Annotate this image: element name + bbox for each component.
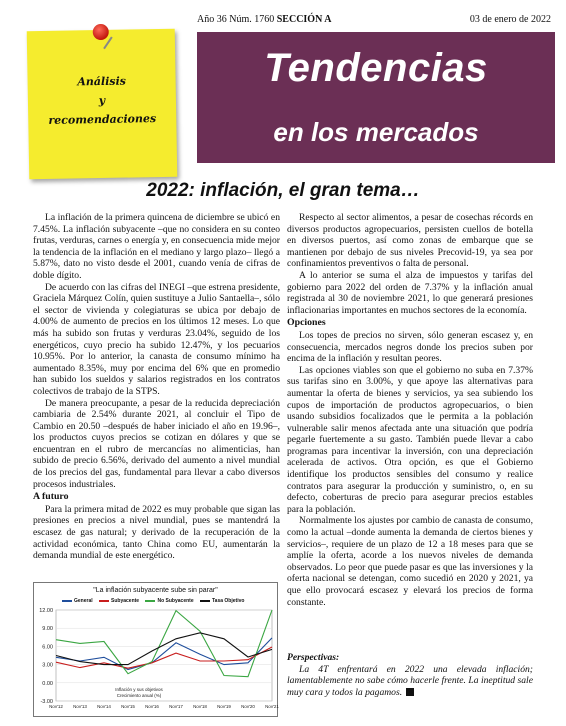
x-tick-label: Nov'13: [73, 704, 87, 709]
inflation-chart: [33, 582, 278, 717]
x-tick-label: Nov'18: [193, 704, 207, 709]
publication-subtitle: en los mercados: [273, 117, 479, 147]
sticky-note: [27, 29, 178, 180]
x-tick-label: Nov'16: [145, 704, 159, 709]
x-tick-label: Nov'21: [265, 704, 279, 709]
legend-item-no-subyacente: No Subyacente: [145, 598, 193, 604]
x-tick-label: Nov'12: [49, 704, 63, 709]
paragraph: Respecto al sector alimentos, a pesar de cosechas récords en diversos productos agropecuarios, persisten cuellos de botella en diversos puertos, así como zonas de embarque que se mantienen por debajo de sus niveles Precovid-19, ya sea por confinamientos preventivos o falta de personal.: [287, 212, 533, 270]
title-banner: [197, 32, 555, 163]
y-tick-label: 9.00: [42, 626, 53, 633]
x-tick-label: Nov'20: [241, 704, 255, 709]
paragraph: La inflación de la primera quincena de diciembre se ubicó en 7.45%. La inflación subyacente –que no considera en su conteo frutas, verduras, carnes o energía y, en consecuencia mide mejor la tendencia de la inflación en el mediano y largo plazo– llegó a 5.87%, dato no visto desde el 2001, cuando venía de cifras de doble dígito.: [33, 212, 280, 281]
paragraph: A lo anterior se suma el alza de impuestos y tarifas del gobierno para 2022 del orden de 7.37% y la inflación anual registrada al 30 de noviembre 2021, lo que generará presiones inflacionarias importantes en muchos sectores de la economía.: [287, 269, 533, 316]
series-line: [56, 610, 272, 677]
sticky-note-text: Análisis y recomendaciones: [48, 74, 157, 127]
x-tick-label: Nov'14: [97, 704, 111, 709]
y-tick-label: 6.00: [42, 644, 53, 651]
issue-meta: Año 36 Núm. 1760 SECCIÓN A: [197, 14, 332, 25]
perspectives-text: La 4T enfrentará en 2022 una elevada inflación; lamentablemente no sabe cómo hacerle frente. La ineptitud sale muy cara y todos la pagamos.: [287, 663, 533, 698]
paragraph: Para la primera mitad de 2022 es muy probable que sigan las presiones en precios a nivel mundial, pues se mantendrá la escasez de gas natural; y derivado de la recuperación de la actividad económica, tanto China como EU, aumentarán la demanda mundial de este energético.: [33, 503, 280, 562]
chart-footnote: Crecimiento anual (%): [116, 693, 162, 698]
paragraph: Normalmente los ajustes por cambio de canasta de consumo, como la actual –donde aumenta la demanda de ciertos bienes y servicios–, requiere de un plazo de 12 a 18 meses para que se amplíe la oferta, acorde a los nuevos niveles de demanda observados. Lo peor que puede pasar es que las inversiones y la oferta nacional se detengan, como sucedió en 2020 y 2021, ya que ello provocará escasez y elevará los precios de forma constante.: [287, 515, 533, 608]
left-column: [33, 212, 280, 562]
section-heading-opciones: Opciones: [287, 317, 326, 329]
x-tick-label: Nov'17: [169, 704, 183, 709]
paragraph: Las opciones viables son que el gobierno no suba en 7.37% sus tarifas sino en 3.00%, y que apoye las alternativas para aumentar la oferta de bienes y servicios, ya sea subiendo los cupos de importación de productos agropecuarios, o bien usando subsidios focalizados que le permita a la población vulnerable salir menos afectada ante una situación que podría pegarle fuertemente a su gasto. También puede llevar a cabo programas para incentivar la inversión, con una depreciación acelerada de activos. Otra opción, es que el Gobierno identifique los productos sensibles del consumo y realice contratos para asegurar la producción y suministro, o, en su defecto, coberturas de precio para asegurar precios estables para la población.: [287, 364, 533, 515]
chart-footnote: Inflación y sus objetivos: [115, 687, 163, 692]
publication-title: Tendencias: [264, 46, 488, 90]
y-tick-label: 12.00: [39, 608, 53, 614]
right-column: [287, 212, 533, 608]
y-tick-label: -3.00: [40, 699, 53, 705]
paragraph: De acuerdo con las cifras del INEGI –que estrena presidente, Graciela Márquez Colín, quien sustituye a Julio Santaella–, sólo el sector de vivienda y colegiaturas se ubica por debajo de 4.00% de aumento de precios en los últimos 12 meses. Lo que más ha subido son frutas y verduras 23.04%, seguido de los energéticos, cuyo precio ha subido 12.47%, y los pecuarios 10.95%. Por lo anterior, la canasta de consumo mínimo ha aumentado 8.35%, muy por encima del 6% que en promedio han subido los sueldos y salarios registrados en los contratos colectivos de trabajo de la STPS.: [33, 281, 280, 397]
x-tick-label: Nov'15: [121, 704, 135, 709]
end-mark-icon: [406, 688, 414, 696]
paragraph: De manera preocupante, a pesar de la reducida depreciación cambiaria de 2.54% durante 2021, al concluir el Tipo de Cambio en 20.50 –después de haber iniciado el año en 19.96–, los productos cuyos precios se cotizan en dólares y que se encuentran en el rubro de mercancías no alimenticias, han subido de precio 6.56%, derivado del aumento a nivel mundial de los precios del gas, fundamental para llevar a cabo diversos procesos industriales.: [33, 397, 280, 490]
legend-item-tasa-objetivo: Tasa Objetivo: [200, 598, 244, 604]
legend-item-general: General: [62, 598, 93, 604]
x-tick-label: Nov'19: [217, 704, 231, 709]
plot-frame: [56, 610, 272, 701]
section-heading-a-futuro: A futuro: [33, 491, 69, 503]
chart-plot: [34, 583, 279, 718]
perspectives-box: [287, 652, 533, 698]
y-tick-label: 0.00: [42, 680, 53, 687]
paragraph: Los topes de precios no sirven, sólo generan escasez y, en consecuencia, mercados negros donde los precios suben por encima de la inflación y resultan peores.: [287, 329, 533, 365]
y-tick-label: 3.00: [42, 662, 53, 669]
legend-item-subyacente: Subyacente: [99, 598, 139, 604]
perspectives-label: Perspectivas:: [287, 652, 340, 663]
article-headline: 2022: inflación, el gran tema…: [146, 180, 420, 201]
issue-bar: [197, 14, 555, 30]
chart-title: "La inflación subyacente sube sin parar": [93, 587, 218, 594]
pushpin-icon: [93, 24, 109, 40]
issue-date: 03 de enero de 2022: [469, 14, 551, 25]
